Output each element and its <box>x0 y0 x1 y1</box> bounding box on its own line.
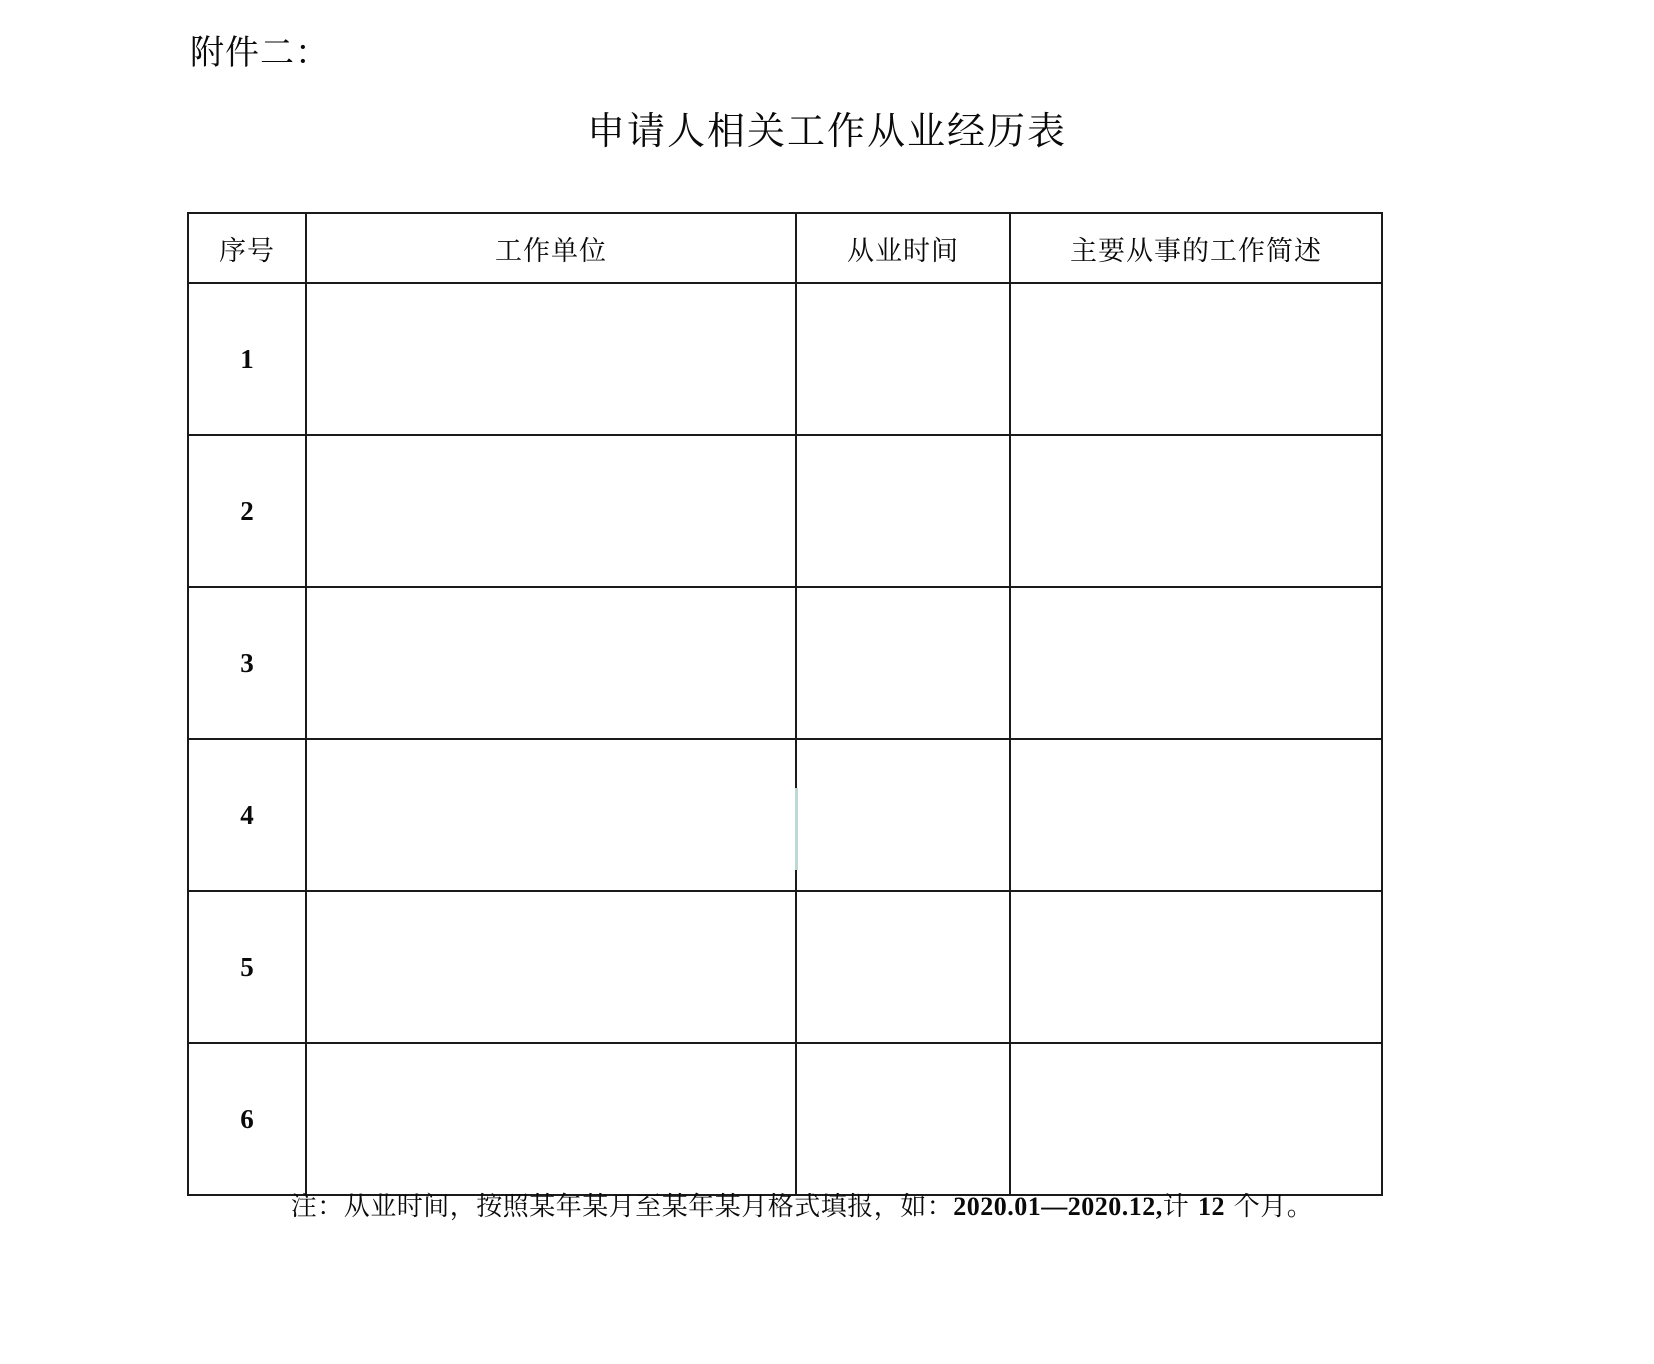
cell-desc-value <box>1011 1044 1381 1194</box>
note-months: 12 <box>1198 1192 1225 1221</box>
cell-desc-value <box>1011 740 1381 890</box>
cell-unit-value <box>307 284 795 434</box>
cell-unit[interactable] <box>306 587 796 739</box>
table-row <box>188 891 1382 1043</box>
cell-unit[interactable] <box>306 891 796 1043</box>
cell-unit-value <box>307 740 795 890</box>
cell-time[interactable] <box>796 587 1010 739</box>
cell-time-value <box>797 892 1009 1042</box>
note-middle: 计 <box>1162 1192 1198 1222</box>
row-number: 5 <box>188 891 306 1043</box>
cell-desc-value <box>1011 588 1381 738</box>
cell-time-value <box>797 436 1009 586</box>
note-suffix: 个月。 <box>1225 1192 1314 1222</box>
cell-time[interactable] <box>796 283 1010 435</box>
cell-unit-value <box>307 436 795 586</box>
cell-time-value <box>797 588 1009 738</box>
column-header-desc: 主要从事的工作简述 <box>1010 213 1382 283</box>
column-header-no: 序号 <box>188 213 306 283</box>
cell-time[interactable] <box>796 739 1010 891</box>
cell-time-value <box>797 1044 1009 1194</box>
table-header-row <box>188 213 1382 283</box>
table-row <box>188 1043 1382 1195</box>
cell-desc-value <box>1011 284 1381 434</box>
cell-desc[interactable] <box>1010 283 1382 435</box>
row-number: 1 <box>188 283 306 435</box>
row-number: 4 <box>188 739 306 891</box>
cell-desc[interactable] <box>1010 1043 1382 1195</box>
table-row <box>188 739 1382 891</box>
row-number: 3 <box>188 587 306 739</box>
table-row <box>188 587 1382 739</box>
cell-desc-value <box>1011 436 1381 586</box>
cell-desc[interactable] <box>1010 891 1382 1043</box>
cell-unit-value <box>307 588 795 738</box>
cell-desc[interactable] <box>1010 435 1382 587</box>
column-header-unit: 工作单位 <box>306 213 796 283</box>
cell-time[interactable] <box>796 1043 1010 1195</box>
table-row <box>188 435 1382 587</box>
cell-desc-value <box>1011 892 1381 1042</box>
work-experience-table-wrapper <box>187 212 1381 1196</box>
row-number: 6 <box>188 1043 306 1195</box>
note-prefix: 注：从业时间，按照某年某月至某年某月格式填报，如： <box>290 1192 954 1222</box>
note-example: 2020.01—2020.12, <box>953 1192 1163 1221</box>
cell-unit-value <box>307 892 795 1042</box>
table-note <box>187 1186 1417 1223</box>
page-title: 申请人相关工作从业经历表 <box>586 109 1067 153</box>
table-row <box>188 283 1382 435</box>
cell-desc[interactable] <box>1010 587 1382 739</box>
cell-unit[interactable] <box>306 283 796 435</box>
cell-time-value <box>797 740 1009 890</box>
column-header-time: 从业时间 <box>796 213 1010 283</box>
cell-time-value <box>797 284 1009 434</box>
cell-unit[interactable] <box>306 435 796 587</box>
cell-unit-value <box>307 1044 795 1194</box>
attachment-label: 附件二： <box>190 33 330 73</box>
cell-unit[interactable] <box>306 739 796 891</box>
cell-time[interactable] <box>796 435 1010 587</box>
cell-unit[interactable] <box>306 1043 796 1195</box>
text-cursor <box>795 788 798 870</box>
cell-desc[interactable] <box>1010 739 1382 891</box>
work-experience-table <box>187 212 1383 1196</box>
cell-time[interactable] <box>796 891 1010 1043</box>
row-number: 2 <box>188 435 306 587</box>
